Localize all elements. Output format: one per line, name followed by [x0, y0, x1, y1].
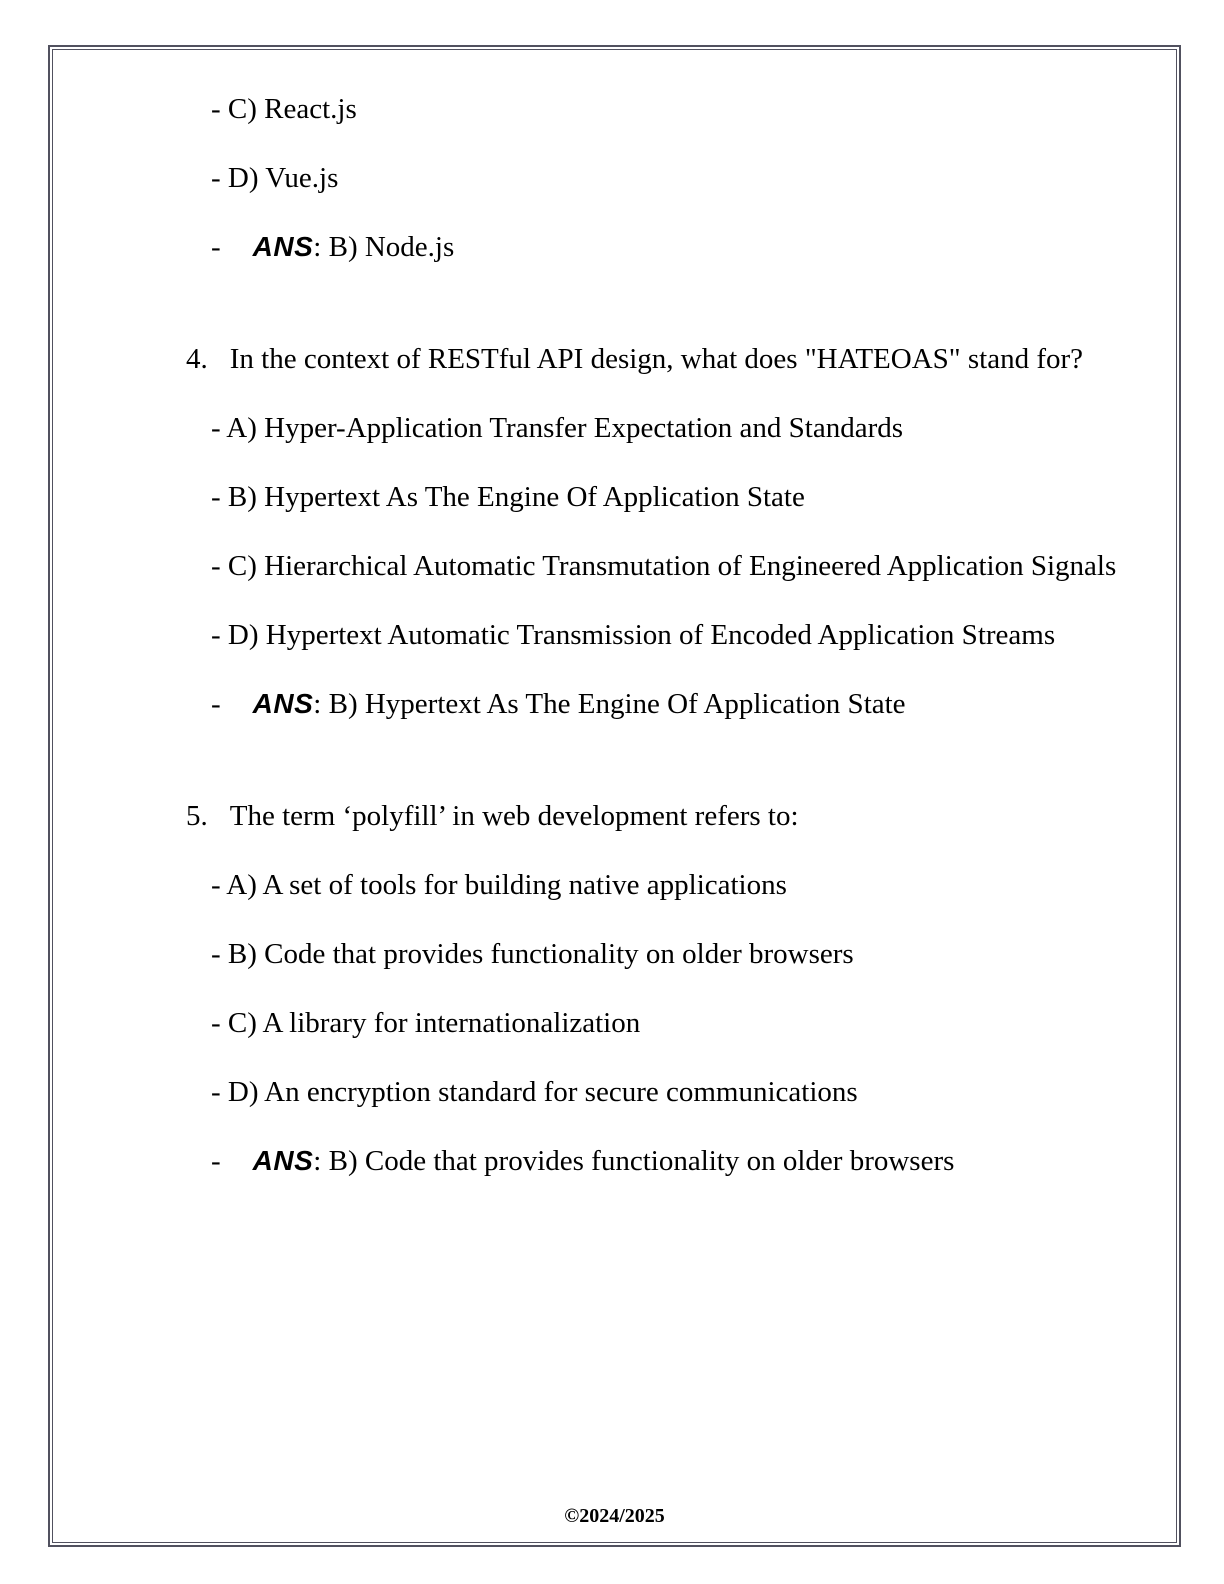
answer-text: : B) Code that provides functionality on older browsers [313, 1145, 955, 1177]
answer-dash: - [211, 231, 221, 263]
question-text: The term ‘polyfill’ in web development refers to: [229, 800, 799, 832]
answer-dash: - [211, 1145, 221, 1177]
answer-label: ANS [252, 1145, 314, 1176]
question-title [186, 795, 1126, 837]
option-line: - D) Hypertext Automatic Transmission of Encoded Application Streams [211, 619, 1056, 651]
page-content [53, 50, 1176, 1182]
option-line: - C) React.js [211, 93, 357, 125]
page-border [48, 45, 1181, 1547]
answer-text: : B) Node.js [313, 231, 455, 263]
question-title [186, 338, 1126, 380]
answer-text: : B) Hypertext As The Engine Of Application State [313, 688, 906, 720]
option-line: - D) Vue.js [211, 162, 339, 194]
page-border-inner [52, 49, 1177, 1543]
answer-label: ANS [252, 688, 314, 719]
option-line: - C) Hierarchical Automatic Transmutation of Engineered Application Signals [211, 550, 1117, 582]
answer-dash: - [211, 688, 221, 720]
question-block-5 [106, 795, 1126, 1182]
answer-line [186, 1140, 1126, 1182]
footer-copyright: ©2024/2025 [564, 1505, 665, 1527]
option-line: - A) A set of tools for building native applications [211, 869, 787, 901]
option-line: - C) A library for internationalization [211, 1007, 641, 1039]
answer-line [186, 226, 1126, 268]
question-text: In the context of RESTful API design, what does "HATEOAS" stand for? [229, 343, 1084, 375]
option-line: - B) Hypertext As The Engine Of Application State [211, 481, 805, 513]
question-number: 5. [186, 800, 208, 832]
question-block-4 [106, 338, 1126, 725]
option-line: - B) Code that provides functionality on older browsers [211, 938, 854, 970]
option-line: - D) An encryption standard for secure communications [211, 1076, 858, 1108]
answer-label: ANS [252, 231, 314, 262]
question-number: 4. [186, 343, 208, 375]
answer-line [186, 683, 1126, 725]
option-line: - A) Hyper-Application Transfer Expectation and Standards [211, 412, 904, 444]
